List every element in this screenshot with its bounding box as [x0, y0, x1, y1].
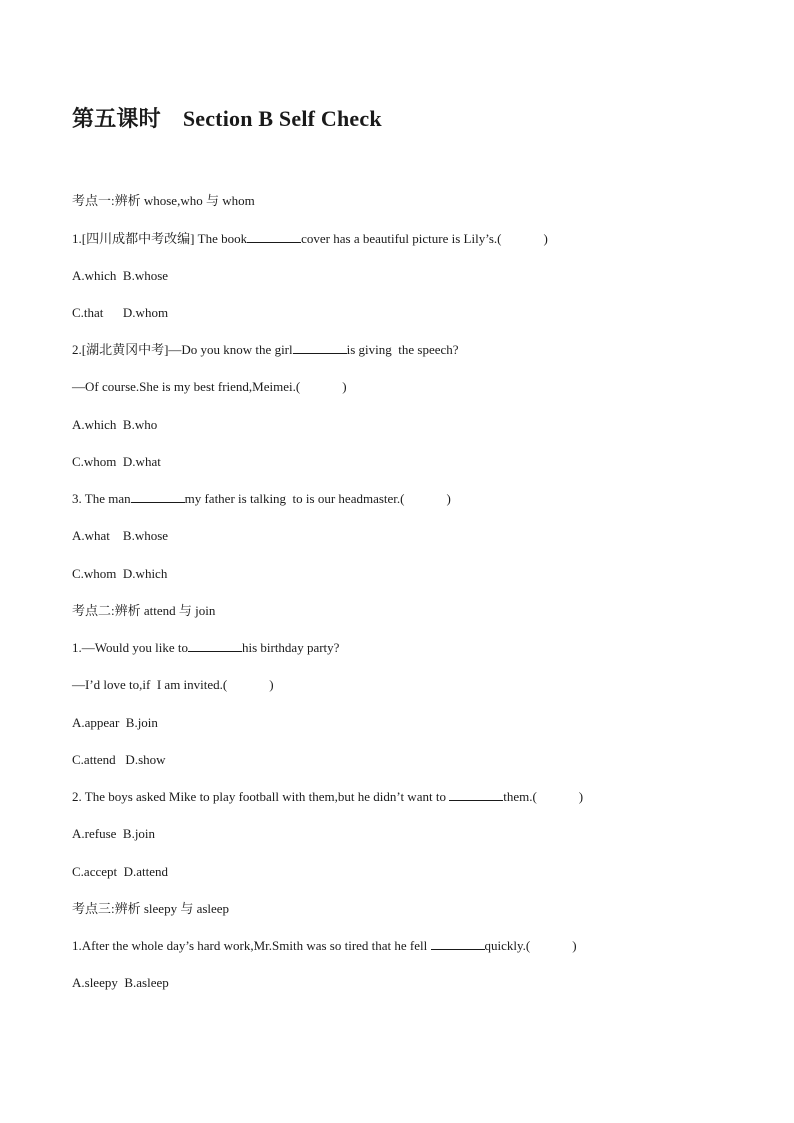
- question: 3. The man my father is talking to is our headmaster.( ): [72, 491, 451, 506]
- answer-blank: [431, 938, 485, 950]
- page-title: [72, 102, 382, 133]
- title-english: Section B Self Check: [182, 106, 382, 131]
- answer-options: A.refuse B.join: [72, 826, 156, 841]
- answer-blank: [293, 342, 347, 354]
- section-heading: 考点二:辨析 attend 与 join: [72, 603, 216, 618]
- question: 1.After the whole day’s hard work,Mr.Smith was so tired that he fell quickly.( ): [72, 938, 577, 953]
- question: 2. The boys asked Mike to play football with them,but he didn’t want to them.( ): [72, 789, 584, 804]
- title-chinese: 第五课时: [72, 106, 161, 131]
- answer-options: A.appear B.join: [72, 715, 158, 730]
- question: 1.[四川成都中考改编] The book cover has a beautiful picture is Lily’s.( ): [72, 231, 548, 246]
- answer-options: C.accept D.attend: [72, 864, 169, 879]
- answer-options: A.which B.whose: [72, 268, 169, 283]
- answer-blank: [188, 640, 242, 652]
- answer-options: A.what B.whose: [72, 528, 169, 543]
- answer-blank: [131, 491, 185, 503]
- section-heading: 考点一:辨析 whose,who 与 whom: [72, 193, 255, 208]
- question-reply: —I’d love to,if I am invited.( ): [72, 677, 274, 692]
- answer-blank: [247, 231, 301, 243]
- question: 2.[湖北黄冈中考]—Do you know the girl is giving the speech?: [72, 342, 459, 357]
- answer-options: C.whom D.which: [72, 566, 168, 581]
- answer-blank: [449, 789, 503, 801]
- section-heading: 考点三:辨析 sleepy 与 asleep: [72, 901, 230, 916]
- answer-options: A.which B.who: [72, 417, 158, 432]
- answer-options: C.attend D.show: [72, 752, 166, 767]
- answer-options: C.whom D.what: [72, 454, 161, 469]
- question: 1.—Would you like to his birthday party?: [72, 640, 340, 655]
- answer-options: C.that D.whom: [72, 305, 169, 320]
- question-reply: —Of course.She is my best friend,Meimei.( ): [72, 379, 347, 394]
- answer-options: A.sleepy B.asleep: [72, 975, 169, 990]
